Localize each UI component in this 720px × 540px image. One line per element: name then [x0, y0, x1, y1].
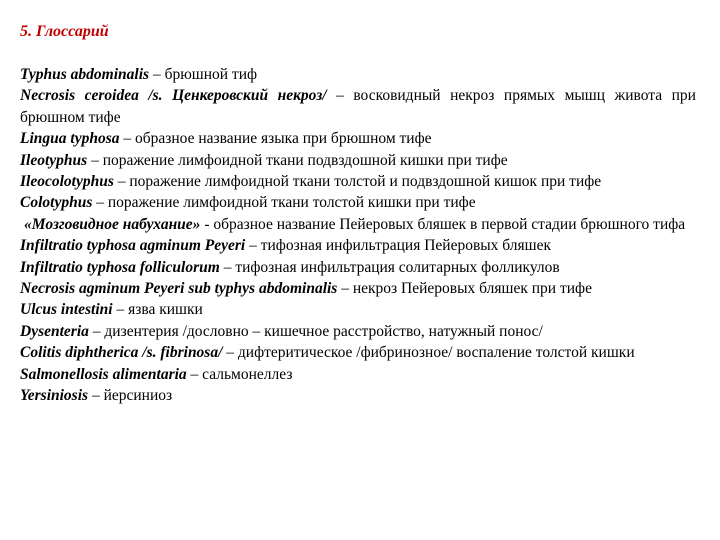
entry-definition: – дифтеритическое /фибринозное/ воспаление толстой кишки [222, 344, 635, 362]
entry-definition: – образное название языка при брюшном тифе [119, 130, 432, 148]
entry-term: Yersiniosis [20, 387, 89, 405]
glossary-entry [20, 171, 696, 192]
entry-definition: – поражение лимфоидной ткани толстой и подвздошной кишок при тифе [113, 173, 602, 191]
glossary-entry [20, 321, 696, 342]
entry-definition: - образное название Пейеровых бляшек в первой стадии брюшного тифа [200, 215, 686, 233]
glossary-page [20, 22, 696, 407]
glossary-entry [20, 85, 696, 128]
entry-term: Salmonellosis alimentaria [20, 365, 187, 383]
glossary-entry [20, 150, 696, 171]
entry-definition: – восковидный некроз прямых мышц живота при брюшном тифе [20, 87, 696, 126]
entry-term: Necrosis ceroidea /s. Ценкеровский некроз/ [20, 87, 327, 105]
entry-term: Ileotyphus [20, 151, 88, 169]
entry-term: Ileocolotyphus [20, 173, 114, 191]
entry-term: Ulcus intestini [20, 301, 113, 319]
entry-term: Lingua typhosa [20, 130, 120, 148]
entry-definition: – тифозная инфильтрация солитарных фолликулов [219, 258, 560, 276]
entry-definition: – сальмонеллез [186, 365, 293, 383]
section-title: 5. Глоссарий [20, 23, 109, 40]
entry-term: Typhus abdominalis [20, 66, 150, 83]
glossary-entry [20, 342, 696, 363]
glossary-entry [20, 235, 696, 256]
entry-definition: – дизентерия /дословно – кишечное расстройство, натужный понос/ [88, 322, 543, 340]
entry-definition: – брюшной тиф [149, 66, 258, 83]
glossary-entry [20, 128, 696, 149]
glossary-entry [20, 64, 696, 85]
glossary-entry [20, 192, 696, 213]
entry-term: «Мозговидное набухание» [24, 215, 201, 233]
entry-term: Colotyphus [20, 194, 93, 212]
entry-definition: – поражение лимфоидной ткани толстой кишки при тифе [92, 194, 476, 212]
entry-term: Infiltratio typhosa agminum Peyeri [20, 237, 246, 255]
entry-definition: – поражение лимфоидной ткани подвздошной кишки при тифе [87, 151, 508, 169]
entry-term: Colitis diphtherica /s. fibrinosa/ [20, 344, 223, 362]
glossary-entry [20, 257, 696, 278]
glossary-entry [20, 299, 696, 320]
glossary-list [20, 64, 696, 407]
glossary-entry [20, 385, 696, 406]
entry-definition: – тифозная инфильтрация Пейеровых бляшек [245, 237, 552, 255]
entry-term: Dysenteria [20, 322, 89, 340]
glossary-entry [20, 214, 696, 235]
entry-definition: – некроз Пейеровых бляшек при тифе [337, 280, 592, 298]
entry-definition: – язва кишки [112, 301, 203, 319]
glossary-entry [20, 278, 696, 299]
glossary-entry [20, 364, 696, 385]
entry-definition: – йерсиниоз [88, 387, 173, 405]
entry-term: Infiltratio typhosa folliculorum [20, 258, 220, 276]
entry-term: Necrosis agminum Peyeri sub typhys abdominalis [20, 280, 338, 298]
